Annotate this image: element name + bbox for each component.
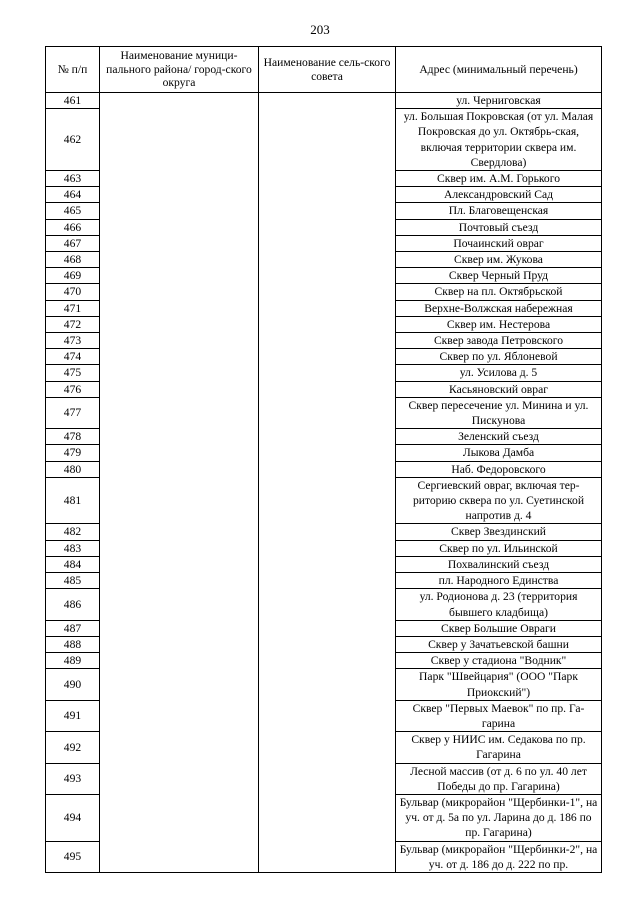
row-number: 462 — [46, 109, 100, 171]
address-cell: Сквер на пл. Октябрьской — [396, 284, 602, 300]
row-number: 471 — [46, 300, 100, 316]
table-body — [46, 93, 602, 873]
row-number: 487 — [46, 620, 100, 636]
row-number: 490 — [46, 669, 100, 700]
address-cell: Сквер пересечение ул. Минина и ул. Пискунова — [396, 397, 602, 428]
row-number: 481 — [46, 477, 100, 524]
address-cell: Бульвар (микрорайон "Щербинки-2", на уч. от д. 186 до д. 222 по пр. — [396, 841, 602, 872]
row-number: 468 — [46, 252, 100, 268]
header-district: Наименование муници-пального района/ город-ского округа — [100, 47, 259, 93]
row-number: 486 — [46, 589, 100, 620]
row-number: 488 — [46, 636, 100, 652]
address-cell: Верхне-Волжская набережная — [396, 300, 602, 316]
address-cell: ул. Родионова д. 23 (территория бывшего кладбища) — [396, 589, 602, 620]
row-number: 478 — [46, 429, 100, 445]
address-cell: ул. Черниговская — [396, 93, 602, 109]
row-number: 475 — [46, 365, 100, 381]
row-number: 465 — [46, 203, 100, 219]
address-cell: Сквер Звездинский — [396, 524, 602, 540]
address-cell: Сквер Черный Пруд — [396, 268, 602, 284]
address-registry-table — [45, 46, 602, 873]
row-number: 477 — [46, 397, 100, 428]
address-cell: Лесной массив (от д. 6 по ул. 40 лет Победы до пр. Гагарина) — [396, 763, 602, 794]
address-cell: Сквер Большие Овраги — [396, 620, 602, 636]
row-number: 473 — [46, 333, 100, 349]
row-number: 480 — [46, 461, 100, 477]
row-number: 474 — [46, 349, 100, 365]
address-cell: Зеленский съезд — [396, 429, 602, 445]
address-cell: Сквер по ул. Яблоневой — [396, 349, 602, 365]
row-number: 467 — [46, 235, 100, 251]
address-cell: Сквер у НИИС им. Седакова по пр. Гагарина — [396, 732, 602, 763]
row-number: 492 — [46, 732, 100, 763]
row-number: 469 — [46, 268, 100, 284]
header-council: Наименование сель-ского совета — [259, 47, 396, 93]
page-number: 203 — [310, 22, 330, 37]
address-cell: Пл. Благовещенская — [396, 203, 602, 219]
table-header-row — [46, 47, 602, 93]
row-number: 484 — [46, 556, 100, 572]
address-cell: Сквер им. А.М. Горького — [396, 171, 602, 187]
address-cell: Александровский Сад — [396, 187, 602, 203]
address-cell: Бульвар (микрорайон "Щербинки-1", на уч. от д. 5а по ул. Ларина до д. 186 по пр. Гагарина) — [396, 794, 602, 841]
address-cell: Похвалинский съезд — [396, 556, 602, 572]
address-cell: Сергиевский овраг, включая тер-риторию сквера по ул. Суетинской напротив д. 4 — [396, 477, 602, 524]
row-number: 466 — [46, 219, 100, 235]
row-number: 491 — [46, 700, 100, 731]
row-number: 464 — [46, 187, 100, 203]
row-number: 463 — [46, 171, 100, 187]
address-cell: Сквер "Первых Маевок" по пр. Га-гарина — [396, 700, 602, 731]
table-row — [46, 93, 602, 109]
row-number: 482 — [46, 524, 100, 540]
header-number: № п/п — [46, 47, 100, 93]
header-address: Адрес (минимальный перечень) — [396, 47, 602, 93]
address-cell: Сквер по ул. Ильинской — [396, 540, 602, 556]
address-cell: ул. Большая Покровская (от ул. Малая Покровская до ул. Октябрь-ская, включая территории сквера им. Свердлова) — [396, 109, 602, 171]
row-number: 479 — [46, 445, 100, 461]
address-cell: Сквер у стадиона "Водник" — [396, 653, 602, 669]
row-number: 461 — [46, 93, 100, 109]
address-cell: Сквер завода Петровского — [396, 333, 602, 349]
row-number: 489 — [46, 653, 100, 669]
address-cell: Сквер им. Нестерова — [396, 316, 602, 332]
address-cell: Лыкова Дамба — [396, 445, 602, 461]
row-number: 485 — [46, 573, 100, 589]
address-cell: Сквер у Зачатьевской башни — [396, 636, 602, 652]
address-cell: ул. Усилова д. 5 — [396, 365, 602, 381]
row-number: 472 — [46, 316, 100, 332]
row-number: 483 — [46, 540, 100, 556]
row-number: 493 — [46, 763, 100, 794]
address-cell: Почтовый съезд — [396, 219, 602, 235]
address-cell: пл. Народного Единства — [396, 573, 602, 589]
address-cell: Наб. Федоровского — [396, 461, 602, 477]
address-cell: Парк "Швейцария" (ООО "Парк Приокский") — [396, 669, 602, 700]
council-cell — [259, 93, 396, 873]
address-cell: Почаинский овраг — [396, 235, 602, 251]
row-number: 494 — [46, 794, 100, 841]
row-number: 495 — [46, 841, 100, 872]
address-cell: Касьяновский овраг — [396, 381, 602, 397]
row-number: 476 — [46, 381, 100, 397]
row-number: 470 — [46, 284, 100, 300]
address-cell: Сквер им. Жукова — [396, 252, 602, 268]
district-cell — [100, 93, 259, 873]
